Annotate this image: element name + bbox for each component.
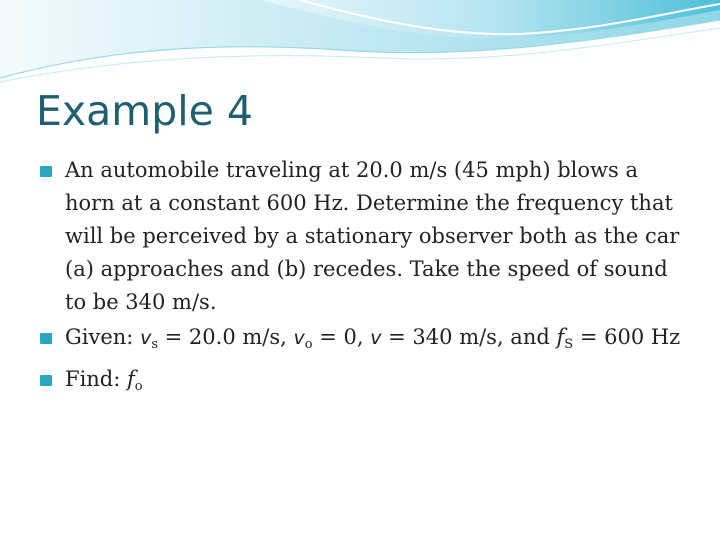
fs-subscript: S [564, 337, 574, 352]
square-bullet-icon [40, 333, 52, 344]
problem-text: An automobile traveling at 20.0 m/s (45 mph) blows a horn at a constant 600 Hz. Determine the frequency that will be perceived by a stationary observer both as the car (a) approaches and (b) recedes. Take the speed of sound to be 340 m/s. [65, 158, 680, 314]
find-label: Find: [65, 367, 128, 391]
fs-symbol: f [556, 325, 565, 349]
vo-subscript: o [304, 337, 313, 352]
square-bullet-icon [40, 166, 52, 177]
header-wave-decoration [0, 0, 720, 90]
slide-body [36, 154, 686, 405]
square-bullet-icon [40, 375, 52, 386]
given-line [36, 321, 686, 361]
vo-value: = 0, [312, 325, 371, 349]
vs-symbol: v [140, 327, 152, 349]
fo-symbol: f [127, 367, 135, 391]
slide-title: Example 4 [36, 87, 253, 135]
vo-symbol: v [293, 327, 305, 349]
fs-value: = 600 Hz [573, 325, 681, 349]
vs-value: = 20.0 m/s, [157, 325, 294, 349]
problem-statement [36, 154, 686, 319]
fo-subscript: o [134, 379, 143, 394]
given-label: Given: [65, 325, 141, 349]
v-value: = 340 m/s, and [381, 325, 557, 349]
find-line [36, 363, 686, 403]
v-symbol: v [370, 327, 382, 349]
vs-subscript: s [151, 337, 158, 352]
